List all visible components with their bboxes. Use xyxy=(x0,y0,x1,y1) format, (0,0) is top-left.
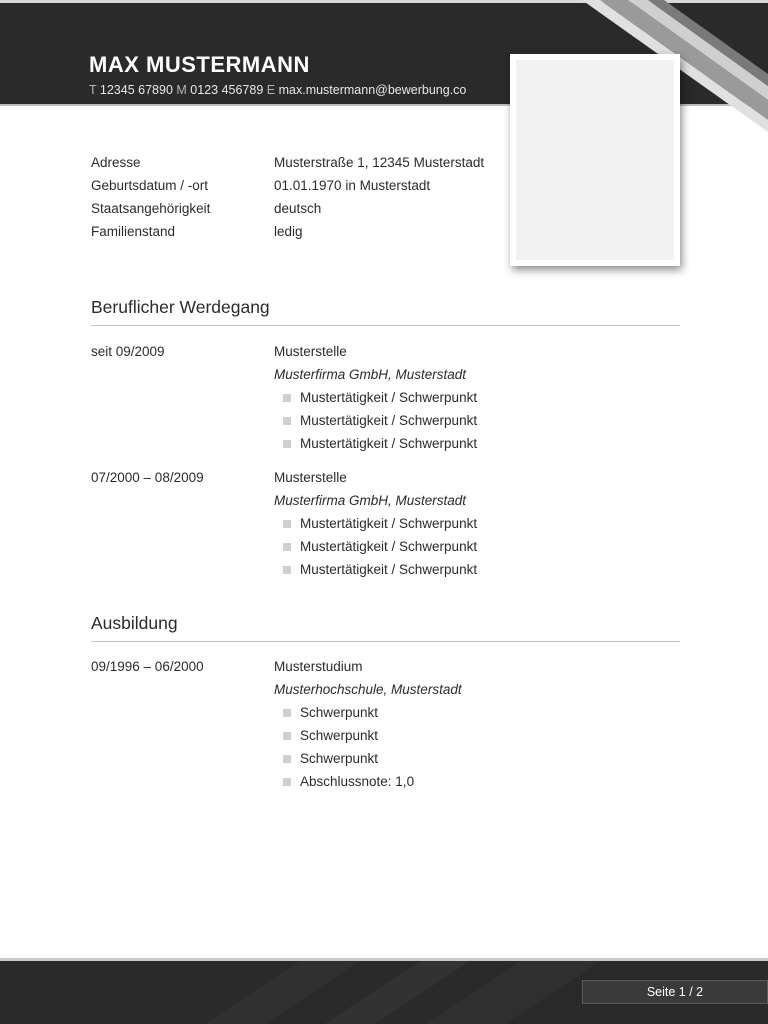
list-item: Mustertätigkeit / Schwerpunkt xyxy=(274,413,477,436)
entry-organization: Musterhochschule, Musterstadt xyxy=(274,682,462,697)
square-bullet-icon xyxy=(283,778,291,786)
mobile-value: 0123 456789 xyxy=(190,83,264,97)
detail-value: Musterstraße 1, 12345 Musterstadt xyxy=(274,155,485,170)
square-bullet-icon xyxy=(283,440,291,448)
list-item: Abschlussnote: 1,0 xyxy=(274,774,462,797)
email-label: E xyxy=(266,83,276,97)
page-indicator: Seite 1 / 2 xyxy=(582,980,768,1004)
list-item: Mustertätigkeit / Schwerpunkt xyxy=(274,562,477,585)
applicant-name: MAX MUSTERMANN xyxy=(89,52,310,77)
entry-body xyxy=(274,470,477,585)
entry-organization: Musterfirma GmbH, Musterstadt xyxy=(274,493,467,508)
detail-value: ledig xyxy=(274,224,303,239)
list-item: Schwerpunkt xyxy=(274,705,462,728)
detail-value: deutsch xyxy=(274,201,322,216)
entry-list xyxy=(274,390,477,459)
detail-label: Adresse xyxy=(91,155,141,170)
section-divider xyxy=(91,325,680,326)
detail-label: Familienstand xyxy=(91,224,176,239)
entry-title: Musterstelle xyxy=(274,470,347,485)
square-bullet-icon xyxy=(283,709,291,717)
entry-list xyxy=(274,516,477,585)
photo-frame xyxy=(510,54,680,266)
footer-band xyxy=(0,958,768,1024)
section-title-education: Ausbildung xyxy=(91,613,178,633)
list-item: Mustertätigkeit / Schwerpunkt xyxy=(274,516,477,539)
entry-organization: Musterfirma GmbH, Musterstadt xyxy=(274,367,467,382)
list-item: Schwerpunkt xyxy=(274,751,462,774)
square-bullet-icon xyxy=(283,566,291,574)
square-bullet-icon xyxy=(283,543,291,551)
entry-title: Musterstelle xyxy=(274,344,347,359)
section-divider xyxy=(91,641,680,642)
entry-date: 09/1996 – 06/2000 xyxy=(91,659,204,674)
list-item: Mustertätigkeit / Schwerpunkt xyxy=(274,539,477,562)
detail-label: Staatsangehörigkeit xyxy=(91,201,211,216)
entry-body xyxy=(274,344,477,459)
entry-title: Musterstudium xyxy=(274,659,363,674)
square-bullet-icon xyxy=(283,417,291,425)
detail-value: 01.01.1970 in Musterstadt xyxy=(274,178,431,193)
photo-placeholder xyxy=(516,60,674,260)
entry-list xyxy=(274,705,462,797)
square-bullet-icon xyxy=(283,755,291,763)
mobile-label: M xyxy=(176,83,187,97)
entry-date: 07/2000 – 08/2009 xyxy=(91,470,204,485)
section-title-career: Beruflicher Werdegang xyxy=(91,297,270,317)
phone-label: T xyxy=(89,83,97,97)
entry-body xyxy=(274,659,462,797)
square-bullet-icon xyxy=(283,732,291,740)
square-bullet-icon xyxy=(283,394,291,402)
email-value[interactable]: max.mustermann@bewerbung.co xyxy=(278,83,467,97)
list-item: Schwerpunkt xyxy=(274,728,462,751)
square-bullet-icon xyxy=(283,520,291,528)
list-item: Mustertätigkeit / Schwerpunkt xyxy=(274,390,477,413)
list-item: Mustertätigkeit / Schwerpunkt xyxy=(274,436,477,459)
phone-value: 12345 67890 xyxy=(99,83,173,97)
entry-date: seit 09/2009 xyxy=(91,344,165,359)
detail-label: Geburtsdatum / -ort xyxy=(91,178,209,193)
contact-line xyxy=(89,83,466,97)
